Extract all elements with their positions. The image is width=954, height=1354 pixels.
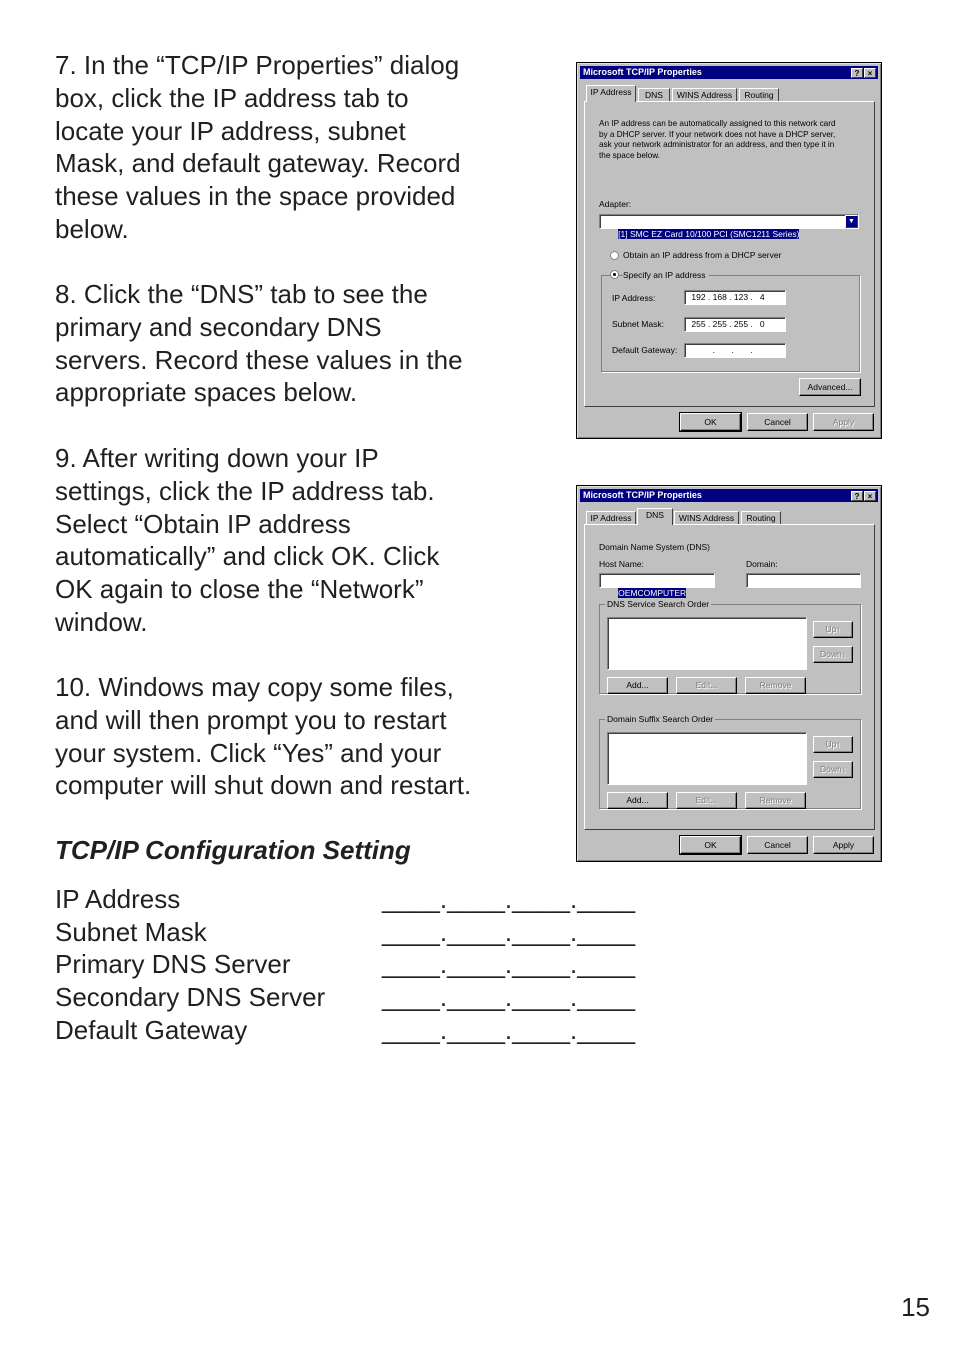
- ip-address-field[interactable]: 192 . 168 . 123 . 4: [684, 290, 786, 305]
- adapter-label: Adapter:: [599, 199, 632, 209]
- suffix-remove-button[interactable]: Remove: [745, 792, 806, 809]
- radio-specify-label: Specify an IP address: [623, 270, 709, 280]
- config-blank: ____.____.____.____: [382, 949, 636, 979]
- tab-routing[interactable]: Routing: [741, 511, 781, 525]
- step-9-text: 9. After writing down your IP settings, click the IP address tab. Select “Obtain IP address automatically” and click OK. Click OK again to close the “Network” window.: [55, 443, 440, 637]
- step-8-text: 8. Click the “DNS” tab to see the primary and secondary DNS servers. Record these values in the appropriate spaces below.: [55, 279, 463, 408]
- apply-button[interactable]: Apply: [813, 413, 874, 431]
- config-blank: ____.____.____.____: [382, 1015, 636, 1045]
- config-row-gateway: [55, 1014, 675, 1047]
- help-button[interactable]: ?: [851, 491, 863, 501]
- suffix-edit-button[interactable]: Edit...: [676, 792, 737, 809]
- close-button[interactable]: ×: [864, 68, 876, 78]
- config-label: Subnet Mask: [55, 917, 207, 947]
- config-row-subnet: [55, 916, 675, 949]
- dns-add-button[interactable]: Add...: [607, 677, 668, 694]
- radio-specify-ip[interactable]: [610, 270, 619, 279]
- domain-label: Domain:: [746, 559, 778, 569]
- apply-button[interactable]: Apply: [813, 836, 874, 854]
- chevron-down-icon[interactable]: ▼: [845, 215, 858, 228]
- cancel-button[interactable]: Cancel: [747, 836, 808, 854]
- config-row-ip: [55, 883, 675, 916]
- step-10-text: 10. Windows may copy some files, and will then prompt you to restart your system. Click “Yes” and your computer will shut down and restart.: [55, 672, 472, 801]
- config-row-primary-dns: [55, 948, 675, 981]
- dhcp-description: An IP address can be automatically assigned to this network card by a DHCP server. If your network does not have a DHCP server, ask your network administrator for an address, and then type it in the space below.: [599, 119, 836, 160]
- tab-panel-dns: [584, 524, 875, 830]
- tcpip-dialog-ip: [576, 62, 882, 439]
- tab-wins-address[interactable]: WINS Address: [672, 88, 737, 102]
- dns-up-button[interactable]: Up↑: [813, 621, 853, 638]
- config-blank: ____.____.____.____: [382, 884, 636, 914]
- tab-dns[interactable]: DNS: [637, 508, 673, 525]
- radio-obtain-label: Obtain an IP address from a DHCP server: [623, 250, 782, 260]
- step-7-text: 7. In the “TCP/IP Properties” dialog box, click the IP address tab to locate your IP address, subnet Mask, and default gateway. Record these values in the space provided below.: [55, 50, 461, 244]
- ip-address-label: IP Address:: [612, 293, 656, 303]
- config-blank: ____.____.____.____: [382, 982, 636, 1012]
- tcpip-dialog-dns: [576, 485, 882, 862]
- dns-server-list[interactable]: [607, 617, 807, 670]
- domain-suffix-group-label: Domain Suffix Search Order: [607, 714, 714, 724]
- tab-dns[interactable]: DNS: [638, 88, 670, 102]
- dns-edit-button[interactable]: Edit...: [676, 677, 737, 694]
- config-row-secondary-dns: [55, 981, 675, 1014]
- cancel-button[interactable]: Cancel: [747, 413, 808, 431]
- help-button[interactable]: ?: [851, 68, 863, 78]
- tab-panel-ip: [584, 101, 875, 407]
- dns-service-group-label: DNS Service Search Order: [607, 599, 710, 609]
- config-blank: ____.____.____.____: [382, 917, 636, 947]
- ok-button[interactable]: OK: [680, 413, 741, 431]
- tab-wins-address[interactable]: WINS Address: [674, 511, 739, 525]
- adapter-select[interactable]: [599, 214, 859, 239]
- config-section-title: TCP/IP Configuration Setting: [55, 835, 411, 865]
- suffix-up-button[interactable]: Up↑: [813, 736, 853, 753]
- dialog-title: Microsoft TCP/IP Properties: [583, 490, 702, 500]
- config-label: Primary DNS Server: [55, 949, 291, 979]
- dns-remove-button[interactable]: Remove: [745, 677, 806, 694]
- tab-ip-address[interactable]: IP Address: [586, 85, 636, 102]
- adapter-value: [1] SMC EZ Card 10/100 PCI (SMC1211 Series): [618, 229, 800, 239]
- host-name-field[interactable]: [599, 573, 715, 598]
- config-label: Default Gateway: [55, 1015, 248, 1045]
- advanced-button[interactable]: Advanced...: [799, 378, 861, 396]
- dns-system-label: Domain Name System (DNS): [599, 542, 710, 552]
- tab-ip-address[interactable]: IP Address: [586, 511, 636, 525]
- default-gateway-field[interactable]: . . .: [684, 343, 786, 358]
- close-button[interactable]: ×: [864, 491, 876, 501]
- config-label: IP Address: [55, 884, 181, 914]
- domain-suffix-list[interactable]: [607, 732, 807, 785]
- ok-button[interactable]: OK: [680, 836, 741, 854]
- suffix-add-button[interactable]: Add...: [607, 792, 668, 809]
- subnet-mask-label: Subnet Mask:: [612, 319, 664, 329]
- dns-down-button[interactable]: Down↓: [813, 646, 853, 663]
- tab-routing[interactable]: Routing: [739, 88, 779, 102]
- dialog-title: Microsoft TCP/IP Properties: [583, 67, 702, 77]
- page-number: 15: [901, 1292, 930, 1322]
- dialog-titlebar[interactable]: [580, 66, 878, 79]
- suffix-down-button[interactable]: Down↓: [813, 761, 853, 778]
- default-gateway-label: Default Gateway:: [612, 345, 678, 355]
- host-name-value: OEMCOMPUTER: [618, 588, 687, 598]
- host-name-label: Host Name:: [599, 559, 644, 569]
- radio-obtain-ip[interactable]: [610, 251, 619, 260]
- dialog-titlebar[interactable]: [580, 489, 878, 502]
- subnet-mask-field[interactable]: 255 . 255 . 255 . 0: [684, 317, 786, 332]
- domain-field[interactable]: [746, 573, 861, 588]
- config-label: Secondary DNS Server: [55, 982, 326, 1012]
